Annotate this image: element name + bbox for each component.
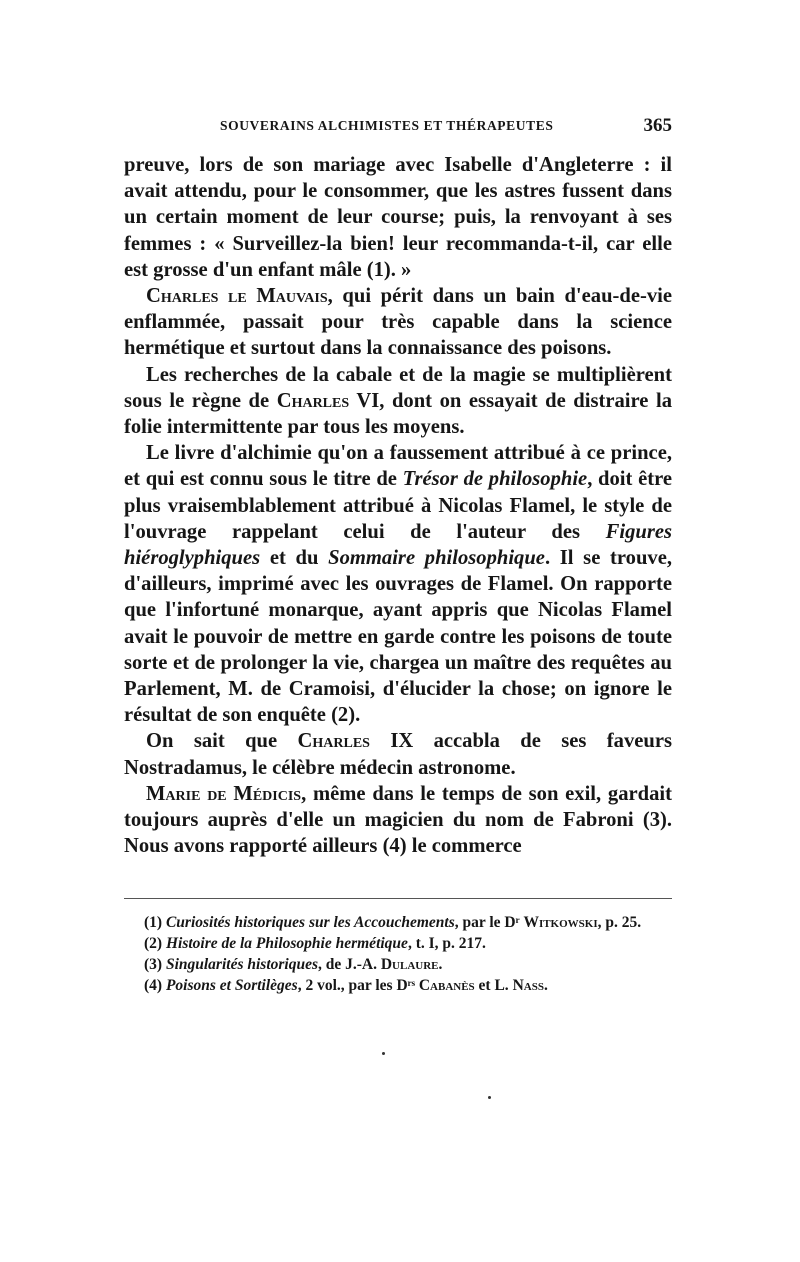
paragraph — [124, 728, 672, 780]
page-number: 365 — [643, 115, 672, 136]
small-caps-name: Dulaure — [380, 956, 439, 973]
text-run: (2) — [144, 935, 166, 952]
text-run: VI, dont on essayait de distraire la folie intermittente par tous les moyens. — [124, 389, 672, 439]
running-head — [124, 116, 672, 140]
text-run: . — [543, 977, 548, 994]
text-run: , p. 25. — [597, 914, 642, 931]
running-head-title: SOUVERAINS ALCHIMISTES ET THÉRAPEUTES — [220, 118, 554, 133]
small-caps-name: Charles le Mauvais — [146, 285, 328, 308]
italic-title: Curiosités historiques sur les Accouchements — [165, 914, 455, 931]
small-caps-name: Charles — [297, 730, 370, 753]
text-run: , qui périt dans un bain d'eau-de-vie enflammée, passait pour très capable dans la science hermétique et surtout dans la connaissance des poisons. — [124, 285, 672, 360]
text-run: , par le Dʳ — [454, 914, 524, 931]
footnote — [124, 933, 672, 954]
italic-title: Sommaire philosophique — [328, 547, 545, 570]
text-run: Les recherches de la cabale et de la magie se multiplièrent sous le règne de — [124, 363, 672, 412]
ink-speck — [382, 1052, 385, 1055]
text-run: , doit être plus vraisemblablement attribué à Nicolas Flamel, le style de l'ouvrage rappelant celui de l'auteur des — [124, 468, 672, 543]
text-run: , t. I, p. 217. — [407, 935, 486, 952]
paragraph — [124, 362, 672, 441]
footnote — [124, 954, 672, 975]
text-run: et L. — [474, 977, 513, 994]
body-text — [124, 152, 672, 859]
italic-title: Histoire de la Philosophie hermétique — [165, 935, 408, 952]
text-run: (1) — [144, 914, 166, 931]
small-caps-name: Witkowski — [523, 914, 598, 931]
italic-title: Figures hiéroglyphiques — [124, 520, 672, 570]
small-caps-name: Cabanès — [418, 977, 475, 994]
text-run: preuve, lors de son mariage avec Isabelle d'Angleterre : il avait attendu, pour le consommer, que les astres fussent dans un certain moment de leur course; puis, la renvoyant à ses femmes : « Surveillez-la bien! leur recommanda-t-il, car elle est grosse d'un enfant mâle (1). » — [124, 154, 672, 281]
text-run: Le livre d'alchimie qu'on a faussement attribué à ce prince, et qui est connu sous le titre de — [124, 442, 672, 491]
paragraph — [124, 283, 672, 362]
italic-title: Singularités historiques — [165, 956, 318, 973]
paragraph — [124, 781, 672, 860]
text-run: . — [438, 956, 443, 973]
ink-speck — [488, 1096, 491, 1099]
paragraph — [124, 440, 672, 728]
italic-title: Poisons et Sortilèges — [165, 977, 298, 994]
footnote — [124, 912, 672, 933]
footnotes — [124, 912, 672, 996]
paragraph — [124, 152, 672, 283]
small-caps-name: Marie de Médicis — [146, 782, 302, 805]
footnote — [124, 975, 672, 996]
italic-title: Trésor de philosophie — [402, 468, 588, 491]
text-run: , de J.-A. — [318, 956, 381, 973]
small-caps-name: Charles — [276, 389, 350, 412]
footnote-rule — [124, 898, 672, 899]
text-run: , 2 vol., par les Dʳˢ — [297, 977, 419, 994]
text-run: , même dans le temps de son exil, gardait toujours auprès d'elle un magicien du nom de Fabroni (3). Nous avons rapporté ailleurs (4) le commerce — [124, 782, 672, 858]
text-run: et du — [260, 547, 329, 570]
small-caps-name: Nass — [512, 977, 544, 994]
text-run: . Il se trouve, d'ailleurs, imprimé avec les ouvrages de Flamel. On rapporte que l'infortuné monarque, ayant appris que Nicolas Flamel avait le pouvoir de mettre en garde contre les poisons de toute sorte et de prolonger la vie, chargea un maître des requêtes au Parlement, M. de Cramoisi, d'élucider la chose; on ignore le résultat de son enquête (2). — [124, 547, 672, 727]
text-run: (3) — [144, 956, 166, 973]
text-run: IX accabla de ses faveurs Nostradamus, le célèbre médecin astronome. — [124, 730, 672, 779]
text-run: (4) — [144, 977, 166, 994]
text-run: On sait que — [146, 730, 298, 753]
